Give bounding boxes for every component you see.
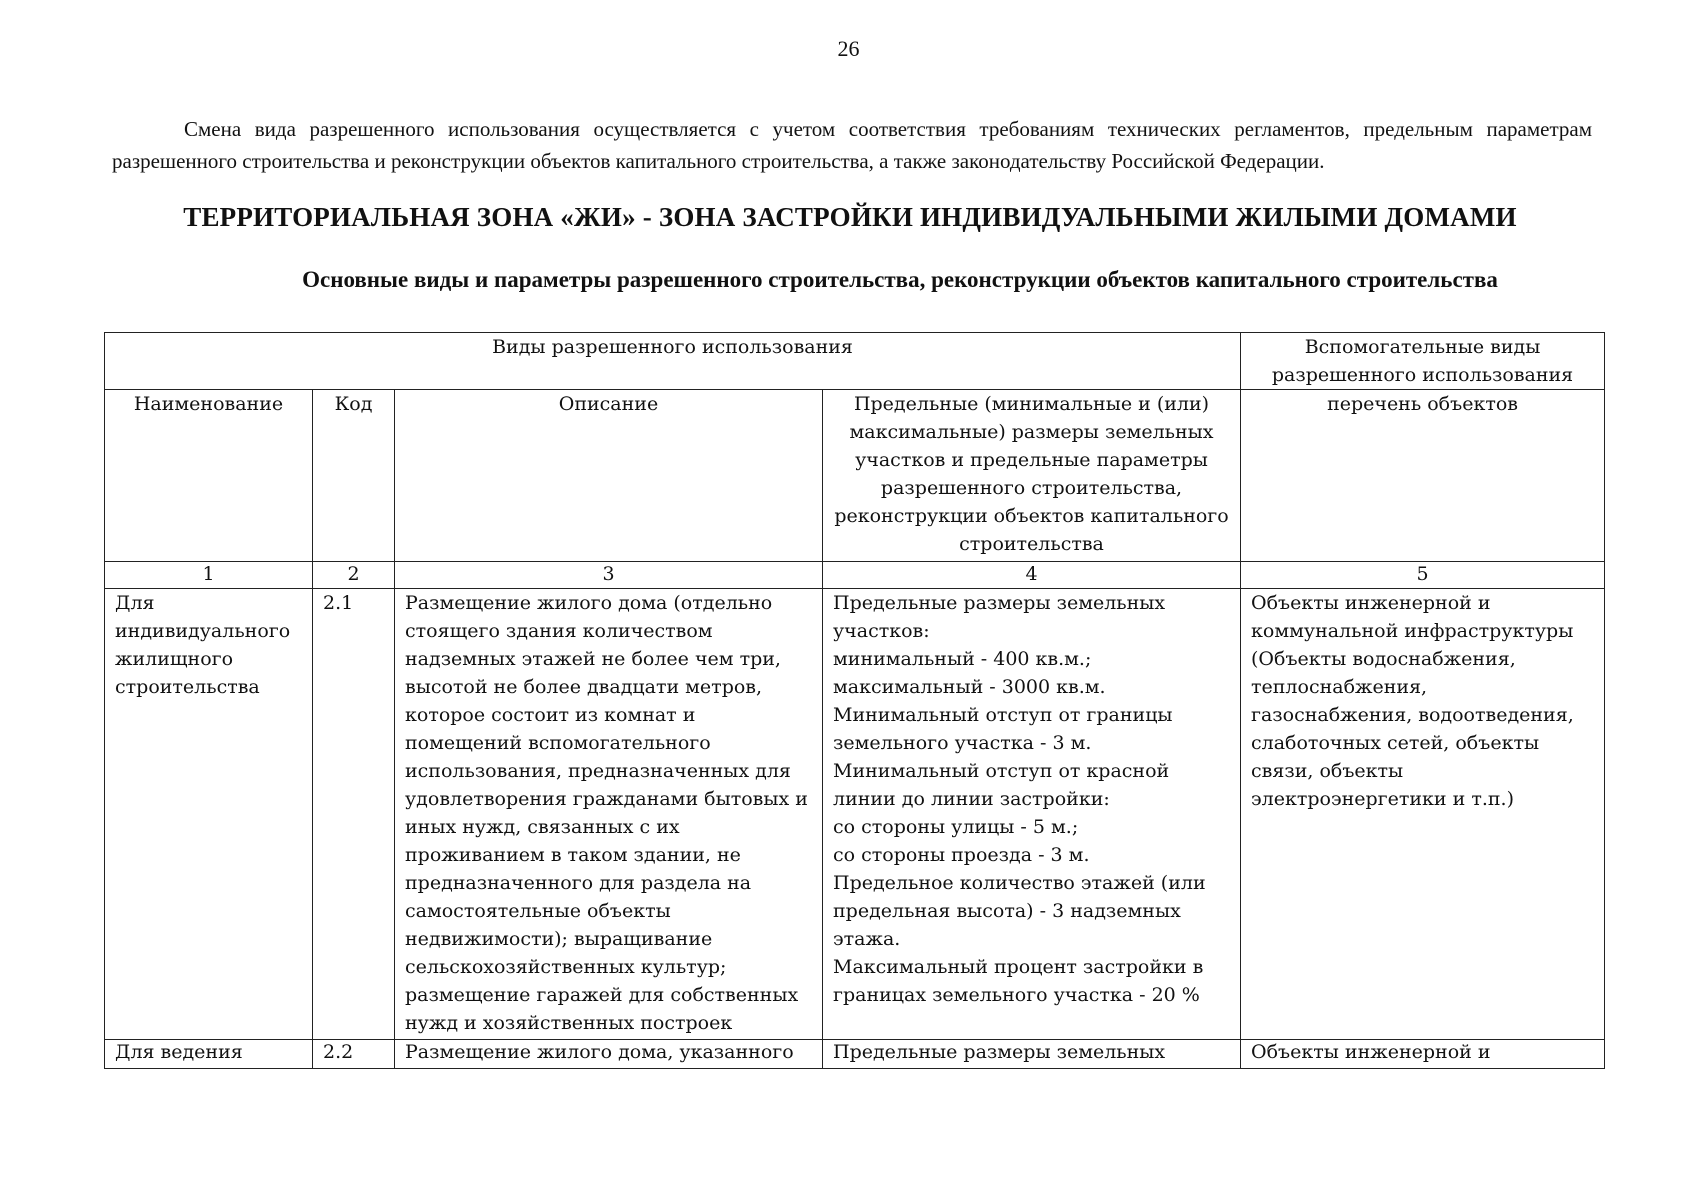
row-name-cell: Для индивидуального жилищного строительства [105,589,313,1040]
intro-paragraph: Смена вида разрешенного использования осуществляется с учетом соответствия требованиям технических регламентов, предельным параметрам разрешенного строительства и реконструкции объектов капитального строительства, а также законодательству Российской Федерации. [112,117,1592,173]
parameter-line: со стороны улицы - 5 м.; [833,816,1079,838]
parameter-line: Максимальный процент застройки в границах земельного участка - 20 % [833,956,1204,1006]
column-number: 2 [313,562,395,589]
parameter-line: Предельное количество этажей (или предельная высота) - 3 надземных этажа. [833,872,1206,950]
row-description-cell: Размещение жилого дома, указанного [395,1040,823,1069]
parameter-line: максимальный - 3000 кв.м. [833,676,1106,698]
table-row [105,1040,1605,1069]
row-description-cell: Размещение жилого дома (отдельно стоящего здания количеством надземных этажей не более чем три, высотой не более двадцати метров, которое состоит из комнат и помещений вспомогательного использования, предназначенных для удовлетворения гражданами бытовых и иных нужд, связанных с их проживанием в таком здании, не предназначенного для раздела на самостоятельные объекты недвижимости); выращивание сельскохозяйственных культур; размещение гаражей для собственных нужд и хозяйственных построек [395,589,823,1040]
row-code-cell: 2.2 [313,1040,395,1069]
parameter-line: Предельные размеры земельных [833,1041,1166,1063]
section-title: Основные виды и параметры разрешенного строительства, реконструкции объектов капитального строительства [302,267,1498,292]
row-name-cell: Для ведения [105,1040,313,1069]
column-header-parameters: Предельные (минимальные и (или) максимальные) размеры земельных участков и предельные параметры разрешенного строительства, реконструкции объектов капитального строительства [823,390,1241,562]
column-number: 1 [105,562,313,589]
table-group-header-row [105,333,1605,390]
parameter-line: со стороны проезда - 3 м. [833,844,1090,866]
parameter-line: Предельные размеры земельных участков: [833,592,1166,642]
column-number: 4 [823,562,1241,589]
parameter-line: минимальный - 400 кв.м.; [833,648,1092,670]
row-aux-objects-cell: Объекты инженерной и [1241,1040,1605,1069]
row-parameters-cell [823,589,1241,1040]
table-column-header-row [105,390,1605,562]
table-row [105,589,1605,1040]
zoning-table [104,332,1605,1069]
group-header-main: Виды разрешенного использования [105,333,1241,390]
row-parameters-cell [823,1040,1241,1069]
column-number: 5 [1241,562,1605,589]
row-aux-objects-cell: Объекты инженерной и коммунальной инфраструктуры (Объекты водоснабжения, теплоснабжения, газоснабжения, водоотведения, слаботочных сетей, объекты связи, объекты электроэнергетики и т.п.) [1241,589,1605,1040]
column-header-description: Описание [395,390,823,562]
parameter-line: Минимальный отступ от границы земельного участка - 3 м. [833,704,1173,754]
table-column-number-row [105,562,1605,589]
zone-title: ТЕРРИТОРИАЛЬНАЯ ЗОНА «ЖИ» - ЗОНА ЗАСТРОЙКИ ИНДИВИДУАЛЬНЫМИ ЖИЛЫМИ ДОМАМИ [183,202,1517,232]
page-number: 26 [837,36,860,61]
column-header-aux-objects: перечень объектов [1241,390,1605,562]
row-code-cell: 2.1 [313,589,395,1040]
column-header-name: Наименование [105,390,313,562]
column-number: 3 [395,562,823,589]
parameter-line: Минимальный отступ от красной линии до линии застройки: [833,760,1170,810]
group-header-aux: Вспомогательные виды разрешенного использования [1241,333,1605,390]
column-header-code: Код [313,390,395,562]
